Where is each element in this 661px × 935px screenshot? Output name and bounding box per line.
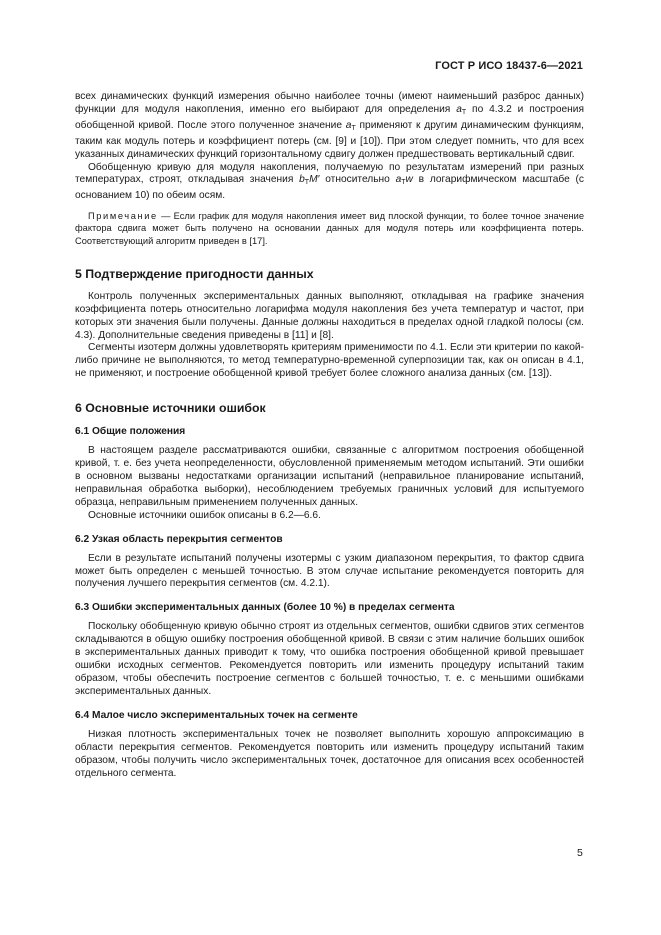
note-text: — Если график для модуля накопления имеет вид плоской функции, то более точное значение фактора сдвига может быть получено на основании данных для модуля потерь или коэффициента потерь. Соответствующий алгоритм приведен в [17]. [75,211,584,246]
section-5-paragraph-2: Сегменты изотерм должны удовлетворять критериям применимости по 4.1. Если эти критерии по какой-либо причине не выполняются, то метод температурно-временной суперпозиции так, как он описан в 4.1, не применяют, и построение обобщенной кривой требует более сложного анализа данных (см. [13]). [75,342,584,380]
subsection-6-2-heading: 6.2 Узкая область перекрытия сегментов [75,533,283,545]
subsection-6-2-paragraph: Если в результате испытаний получены изотермы с узким диапазоном перекрытия, то фактор сдвига может быть определен с меньшей точностью. В этом случае испытание рекомендуется повторить для получения лучшего перекрытия сегментов (см. 4.2.1). [75,552,584,590]
section-5-paragraph-1: Контроль полученных экспериментальных данных выполняют, откладывая на графике значения коэффициента потерь относительно логарифма модуля накопления без учета температур и частот, при которых эти значения были получены. Данные должны находиться в пределах одной гладкой полосы (см. 4.3). Дополнительные сведения приведены в [11] и [8]. [75,290,584,341]
intro-paragraph-2: Обобщенную кривую для модуля накопления, получаемую по результатам измерений при разных температурах, строят, откладывая значения $b_TM'$ относительно $a_Tw$ в логарифмическом масштабе (с основанием 10) по обеим осям. [75,161,584,202]
subsection-6-3-paragraph: Поскольку обобщенную кривую обычно строят из отдельных сегментов, ошибки сдвигов этих сегментов складываются в общую ошибку построения обобщенной кривой. В связи с этим наличие больших ошибок в экспериментальных данных приводит к тому, что ошибка построения обобщенной кривой превышает ошибки исходных сегментов. Рекомендуется повторить или изменить процедуру испытаний таким образом, чтобы обеспечить построение сегментов с большей точностью, т. е. с меньшими ошибками экспериментальных данных. [75,621,584,697]
subsection-6-1-heading: 6.1 Общие положения [75,426,186,438]
document-header: ГОСТ Р ИСО 18437-6—2021 [435,60,583,72]
page-number: 5 [577,847,583,859]
page-body [75,91,584,780]
subsection-6-1-paragraph-2: Основные источники ошибок описаны в 6.2—6.6. [88,509,321,521]
subsection-6-1-paragraph-1: В настоящем разделе рассматриваются ошибки, связанные с алгоритмом построения обобщенной кривой, т. е. без учета неопределенности, обусловленной применяемым методом испытаний. Эти ошибки в основном вызваны недостатками организации испытаний (неправильное планирование испытаний, неправильная обработка выборки), несоблюдением требуемых граничных условий для испытуемого образца, неправильным применением полученных данных. [75,445,584,508]
subsection-6-4-heading: 6.4 Малое число экспериментальных точек на сегменте [75,709,358,721]
section-6-heading: 6 Основные источники ошибок [75,401,266,416]
intro-paragraph-1: всех динамических функций измерения обычно наиболее точны (имеют наименьший разброс данных) функции для модуля накопления, именно его выбирают для определения $a_T$ по 4.3.2 и построения обобщенной кривой. После этого полученное значение $a_T$ применяют к другим динамическим функциям, таким как модуль потерь и коэффициент потерь (см. [9] и [10]). При этом следует помнить, что для всех указанных динамических функций горизонтальному сдвигу должен предшествовать вертикальный сдвиг. [75,91,584,160]
subsection-6-3-heading: 6.3 Ошибки экспериментальных данных (более 10 %) в пределах сегмента [75,602,455,614]
subsection-6-4-paragraph: Низкая плотность экспериментальных точек не позволяет выполнить хорошую аппроксимацию в области перекрытия сегментов. Рекомендуется повторить или изменить процедуру испытаний таким образом, чтобы получить число экспериментальных точек, достаточное для описания всех особенностей отдельного сегмента. [75,728,584,779]
note-label: Примечание [88,211,158,222]
note [75,210,584,247]
section-5-heading: 5 Подтверждение пригодности данных [75,266,314,281]
